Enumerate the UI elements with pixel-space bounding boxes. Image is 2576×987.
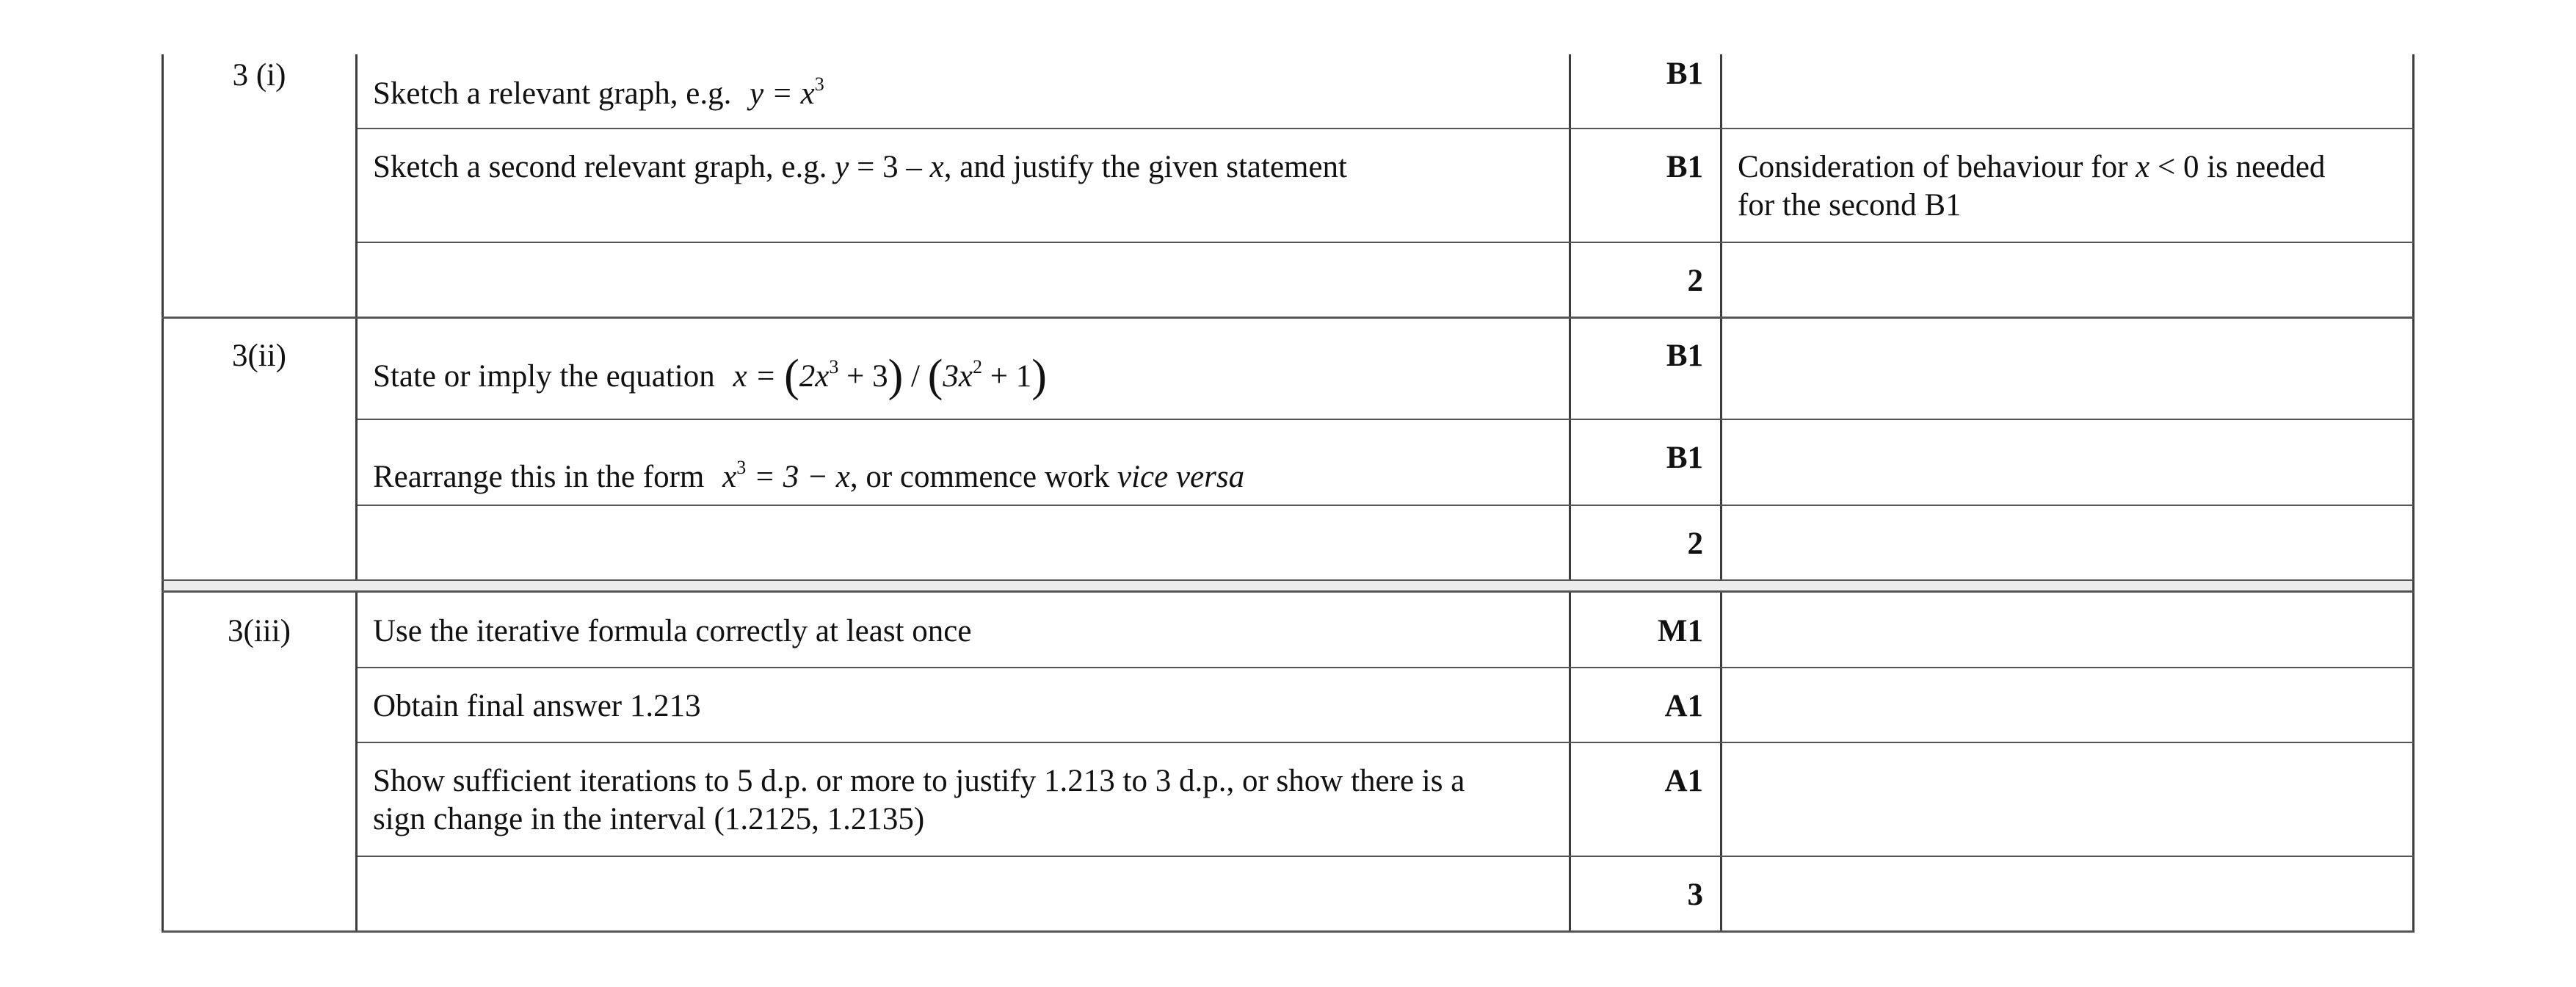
table-border-right (2412, 54, 2414, 933)
math-part: x (722, 460, 737, 494)
table-border-left (162, 54, 164, 933)
mark-code: M1 (1657, 614, 1703, 648)
math-part: 3x (943, 359, 973, 394)
math-paren: ( (927, 351, 943, 401)
column-divider-marks (1569, 54, 1571, 933)
guidance-italic: vice versa (1117, 460, 1245, 494)
guidance-text-part: = 3 – (857, 150, 922, 184)
math-part: x = (733, 359, 777, 394)
guidance-text (373, 347, 1047, 401)
math-part: = 3 − x (753, 460, 850, 494)
row-divider (358, 742, 2414, 743)
section-separator-band (164, 581, 2412, 590)
mark-code: B1 (1666, 150, 1703, 184)
mark-code: B1 (1666, 57, 1703, 91)
row-divider (358, 667, 2414, 668)
mark-code: A1 (1664, 689, 1703, 723)
guidance-text-part: Rearrange this in the form (373, 460, 705, 494)
math-part: + 3 (846, 359, 888, 394)
question-divider (162, 317, 2414, 319)
additional-guidance-note-line2: for the second B1 (1738, 188, 1962, 223)
guidance-text-line2: sign change in the interval (1.2125, 1.2135) (373, 802, 925, 836)
mark-total: 3 (1687, 878, 1703, 912)
guidance-text (373, 448, 1244, 497)
guidance-text: Use the iterative formula correctly at least once (373, 614, 972, 648)
math-part: + 1 (990, 359, 1032, 394)
math-paren: ( (784, 351, 799, 401)
math-variable: x (2136, 150, 2150, 184)
math-superscript: 3 (829, 356, 839, 377)
guidance-text-part: Sketch a relevant graph, e.g. (373, 76, 732, 111)
math-expression: y = x (750, 76, 815, 111)
mark-code: B1 (1666, 441, 1703, 475)
row-divider (358, 128, 2414, 129)
column-divider-guidance (355, 54, 358, 933)
mark-code: B1 (1666, 339, 1703, 373)
guidance-text-part: Sketch a second relevant graph, e.g. (373, 150, 827, 184)
note-text-part: < 0 is needed (2157, 150, 2326, 184)
math-superscript: 2 (972, 356, 982, 377)
math-variable: x (929, 150, 944, 184)
guidance-text (373, 65, 824, 114)
guidance-text (373, 148, 1347, 187)
math-paren: ) (1031, 351, 1047, 401)
note-text-part: Consideration of behaviour for (1738, 150, 2128, 184)
question-number: 3(ii) (231, 339, 287, 373)
guidance-text: Obtain final answer 1.213 (373, 689, 701, 723)
guidance-text-part: , and justify the given statement (943, 150, 1348, 184)
math-expression (733, 351, 1047, 401)
math-paren: ) (888, 351, 904, 401)
math-variable: y (835, 150, 849, 184)
math-part: 2x (799, 359, 830, 394)
math-superscript: 3 (814, 73, 824, 95)
question-number: 3 (i) (232, 58, 286, 93)
math-expression (722, 457, 850, 494)
row-divider (358, 856, 2414, 857)
row-divider (358, 505, 2414, 506)
mark-total: 2 (1687, 527, 1703, 561)
guidance-text-part: State or imply the equation (373, 359, 715, 394)
mark-total: 2 (1687, 264, 1703, 298)
row-divider (358, 242, 2414, 243)
guidance-text: Show sufficient iterations to 5 d.p. or more to justify 1.213 to 3 d.p., or show there is a (373, 764, 1465, 798)
question-divider (162, 590, 2414, 593)
guidance-text-part: , or commence work (849, 460, 1110, 494)
math-part: / (911, 359, 920, 394)
row-divider (358, 419, 2414, 420)
table-border-bottom (162, 930, 2414, 933)
column-divider-notes (1720, 54, 1722, 933)
question-number: 3(iii) (228, 614, 291, 648)
additional-guidance-note (1738, 148, 2325, 187)
math-superscript: 3 (736, 457, 747, 478)
mark-code: A1 (1664, 764, 1703, 798)
